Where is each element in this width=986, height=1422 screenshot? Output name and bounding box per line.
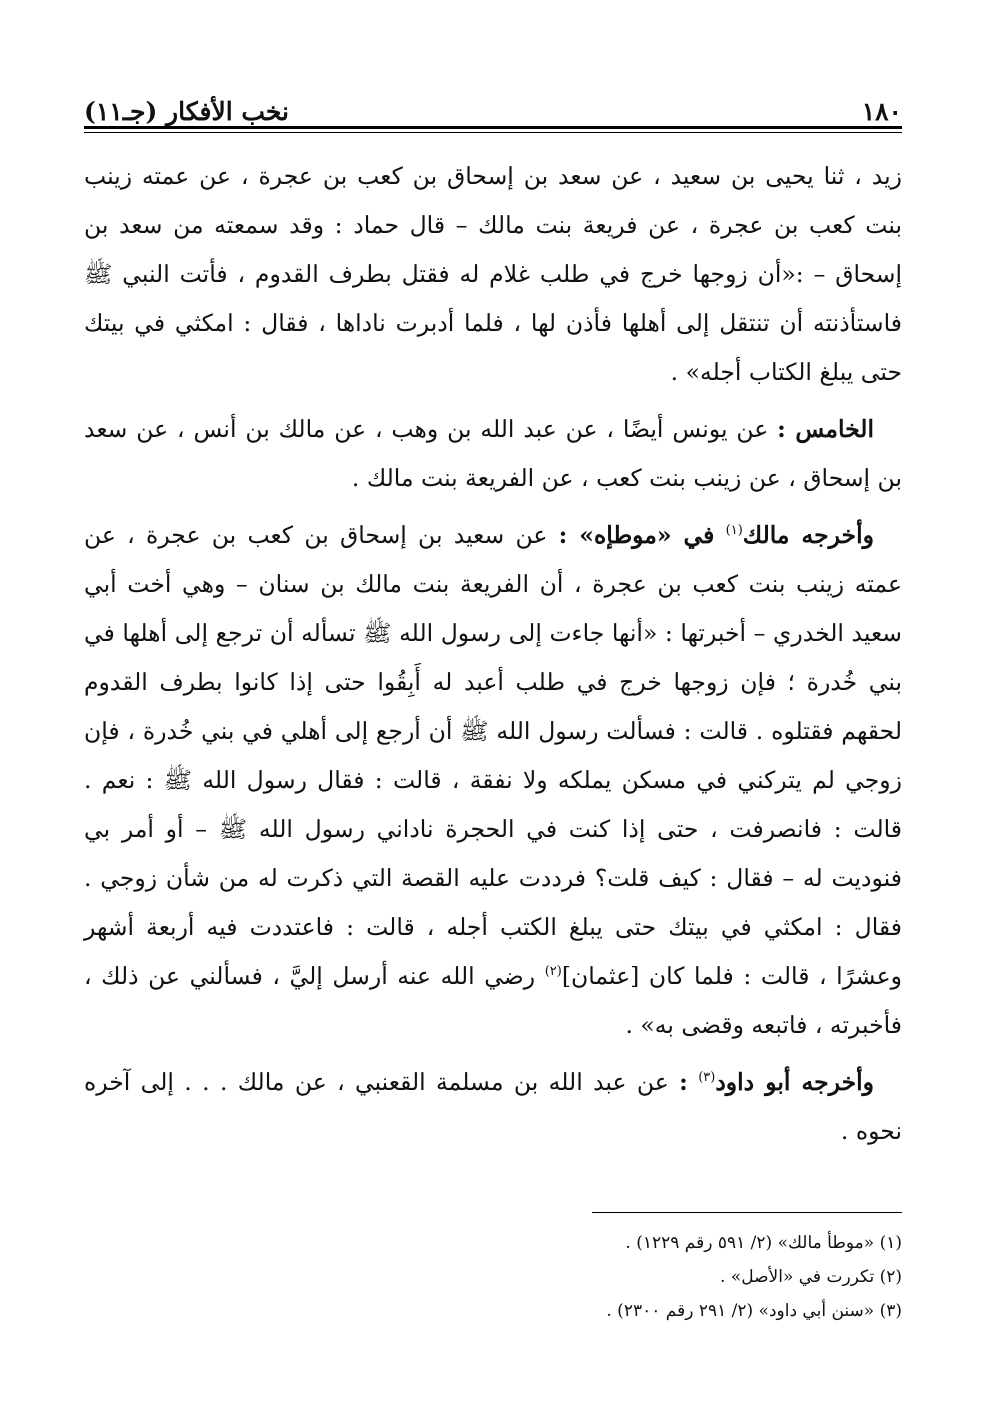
footnote-ref: (٢)	[544, 964, 562, 980]
running-title: نخب الأفكار (جـ١١)	[84, 97, 290, 126]
paragraph-text: عن يونس أيضًا ، عن عبد الله بن وهب ، عن مالك بن أنس ، عن سعد بن إسحاق ، عن زينب بنت كعب ، عن الفريعة بنت مالك .	[84, 415, 902, 492]
footnote-ref: (١)	[725, 523, 743, 539]
header-rule-thin	[84, 132, 902, 133]
paragraph-lead: الخامس :	[777, 415, 874, 443]
main-text	[84, 152, 902, 1164]
paragraph-lead-2: :	[679, 1068, 688, 1096]
paragraph	[84, 1058, 902, 1156]
paragraph-text: زيد ، ثنا يحيى بن سعيد ، عن سعد بن إسحاق بن كعب بن عجرة ، عن عمته زينب بنت كعب بن عجرة ، عن فريعة بنت مالك – قال حماد : وقد سمعته من سعد بن إسحاق – :«أن زوجها خرج في طلب غلام له فقتل بطرف القدوم ، فأتت النبي ﷺ فاستأذنته أن تنتقل إلى أهلها فأذن لها ، فلما أدبرت ناداها ، فقال : امكثي في بيتك حتى يبلغ الكتاب أجله» .	[84, 162, 902, 386]
footnote-separator	[592, 1212, 902, 1213]
paragraph	[84, 152, 902, 397]
paragraph-lead: وأخرجه أبو داود	[715, 1068, 874, 1096]
footnote-ref: (٣)	[698, 1070, 716, 1086]
paragraph	[84, 511, 902, 1050]
footnote: (٢) تكررت في «الأصل» .	[720, 1267, 902, 1287]
paragraph-text: عن عبد الله بن مسلمة القعنبي ، عن مالك . . . إلى آخره نحوه .	[84, 1068, 902, 1145]
footnotes	[84, 1226, 902, 1328]
page-header	[84, 86, 902, 126]
paragraph-text-2: رضي الله عنه أرسل إليَّ ، فسألني عن ذلك ، فأخبرته ، فاتبعه وقضى به» .	[84, 962, 902, 1039]
paragraph-text: عن سعيد بن إسحاق بن كعب بن عجرة ، عن عمته زينب بنت كعب بن عجرة ، أن الفريعة بنت مالك بن سنان – وهي أخت أبي سعيد الخدري – أخبرتها : «أنها جاءت إلى رسول الله ﷺ تسأله أن ترجع إلى أهلها في بني خُدرة ؛ فإن زوجها خرج في طلب أعبد له أَبِقُوا حتى إذا كانوا بطرف القدوم لحقهم فقتلوه . قالت : فسألت رسول الله ﷺ أن أرجع إلى أهلي في بني خُدرة ، فإن زوجي لم يتركني في مسكن يملكه ولا نفقة ، قالت : فقال رسول الله ﷺ : نعم . قالت : فانصرفت ، حتى إذا كنت في الحجرة ناداني رسول الله ﷺ – أو أمر بي فنوديت له – فقال : كيف قلت؟ فرددت عليه القصة التي ذكرت له من شأن زوجي . فقال : امكثي في بيتك حتى يبلغ الكتب أجله ، قالت : فاعتددت فيه أربعة أشهر وعشرًا ، قالت : فلما كان [عثمان]	[84, 521, 902, 990]
paragraph-lead-2: في «موطإه» :	[558, 521, 715, 549]
paragraph	[84, 405, 902, 503]
footnote: (٣) «سنن أبي داود» (٢/ ٢٩١ رقم ٢٣٠٠) .	[606, 1301, 902, 1321]
header-rule-thick	[84, 126, 902, 129]
page-number: ١٨٠	[861, 97, 902, 126]
footnote: (١) «موطأ مالك» (٢/ ٥٩١ رقم ١٢٢٩) .	[625, 1233, 902, 1253]
paragraph-lead: وأخرجه مالك	[742, 521, 874, 549]
